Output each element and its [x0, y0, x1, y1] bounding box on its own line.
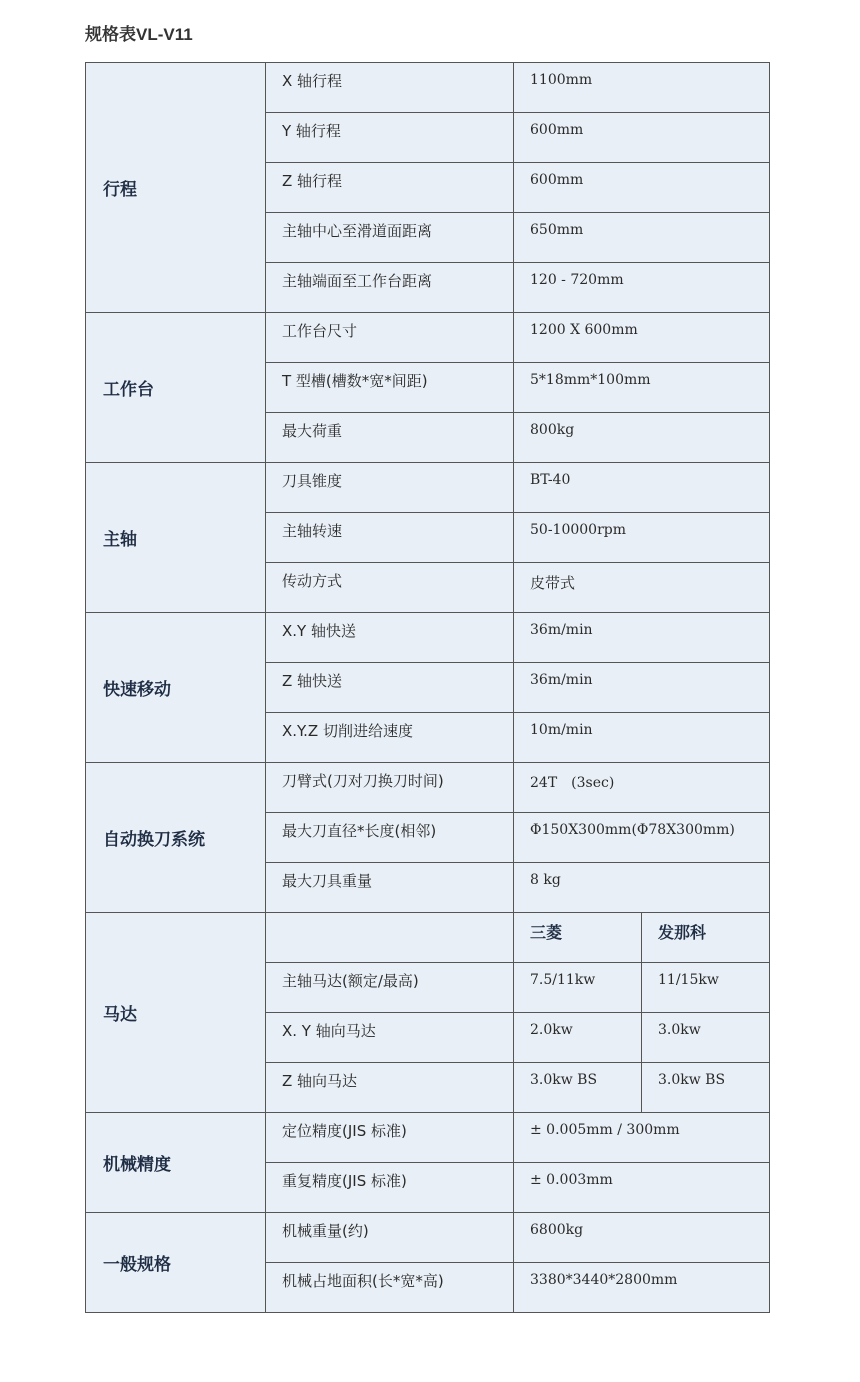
item-value: 3380*3440*2800mm [514, 1263, 770, 1313]
item-label: 机械重量(约) [266, 1213, 514, 1263]
item-value: 36m/min [514, 613, 770, 663]
item-value: 8 kg [514, 863, 770, 913]
item-value-a: 3.0kw BS [514, 1063, 642, 1113]
category-atc: 自动换刀系统 [86, 763, 266, 913]
item-label: T 型槽(槽数*宽*间距) [266, 363, 514, 413]
table-row [86, 1213, 770, 1263]
item-value: 600mm [514, 113, 770, 163]
item-label: X.Y.Z 切削进给速度 [266, 713, 514, 763]
item-label: X 轴行程 [266, 63, 514, 113]
category-spindle: 主轴 [86, 463, 266, 613]
category-accuracy: 机械精度 [86, 1113, 266, 1213]
item-value: Φ150X300mm(Φ78X300mm) [514, 813, 770, 863]
item-value-a: 2.0kw [514, 1013, 642, 1063]
item-value-b: 11/15kw [642, 963, 770, 1013]
item-label: Y 轴行程 [266, 113, 514, 163]
brand-header-b: 发那科 [642, 913, 770, 963]
item-label: 最大刀具重量 [266, 863, 514, 913]
table-row [86, 913, 770, 963]
category-rapid-traverse: 快速移动 [86, 613, 266, 763]
category-motor: 马达 [86, 913, 266, 1113]
item-label: X. Y 轴向马达 [266, 1013, 514, 1063]
item-label: 最大荷重 [266, 413, 514, 463]
item-label: Z 轴向马达 [266, 1063, 514, 1113]
item-label: 传动方式 [266, 563, 514, 613]
item-value: 650mm [514, 213, 770, 263]
item-label: Z 轴行程 [266, 163, 514, 213]
page-title: 规格表VL-V11 [85, 25, 193, 44]
item-value: 10m/min [514, 713, 770, 763]
item-value-b: 3.0kw BS [642, 1063, 770, 1113]
item-value: ± 0.003mm [514, 1163, 770, 1213]
table-row [86, 313, 770, 363]
item-value: 5*18mm*100mm [514, 363, 770, 413]
item-label: 主轴马达(额定/最高) [266, 963, 514, 1013]
item-value: BT-40 [514, 463, 770, 513]
item-label: 刀臂式(刀对刀换刀时间) [266, 763, 514, 813]
item-value: 1200 X 600mm [514, 313, 770, 363]
item-label: 机械占地面积(长*宽*高) [266, 1263, 514, 1313]
item-value: 皮带式 [514, 563, 770, 613]
item-value: 24T (3sec) [514, 763, 770, 813]
item-value: 600mm [514, 163, 770, 213]
item-value: 50-10000rpm [514, 513, 770, 563]
table-row [86, 463, 770, 513]
table-row [86, 613, 770, 663]
brand-header-a: 三菱 [514, 913, 642, 963]
item-label: Z 轴快送 [266, 663, 514, 713]
item-label: 主轴端面至工作台距离 [266, 263, 514, 313]
item-value-b: 3.0kw [642, 1013, 770, 1063]
table-row [86, 63, 770, 113]
category-general: 一般规格 [86, 1213, 266, 1313]
item-value: ± 0.005mm / 300mm [514, 1113, 770, 1163]
item-label: 主轴中心至滑道面距离 [266, 213, 514, 263]
item-value: 6800kg [514, 1213, 770, 1263]
item-value: 800kg [514, 413, 770, 463]
item-label: 定位精度(JIS 标准) [266, 1113, 514, 1163]
item-value: 1100mm [514, 63, 770, 113]
item-label: 主轴转速 [266, 513, 514, 563]
item-value: 36m/min [514, 663, 770, 713]
item-label: 刀具锥度 [266, 463, 514, 513]
category-travel: 行程 [86, 63, 266, 313]
table-row [86, 1113, 770, 1163]
item-label: X.Y 轴快送 [266, 613, 514, 663]
item-label: 重复精度(JIS 标准) [266, 1163, 514, 1213]
item-value: 120 - 720mm [514, 263, 770, 313]
category-worktable: 工作台 [86, 313, 266, 463]
spec-table [85, 62, 770, 1313]
item-label: 最大刀直径*长度(相邻) [266, 813, 514, 863]
item-label: 工作台尺寸 [266, 313, 514, 363]
item-label [266, 913, 514, 963]
table-row [86, 763, 770, 813]
item-value-a: 7.5/11kw [514, 963, 642, 1013]
